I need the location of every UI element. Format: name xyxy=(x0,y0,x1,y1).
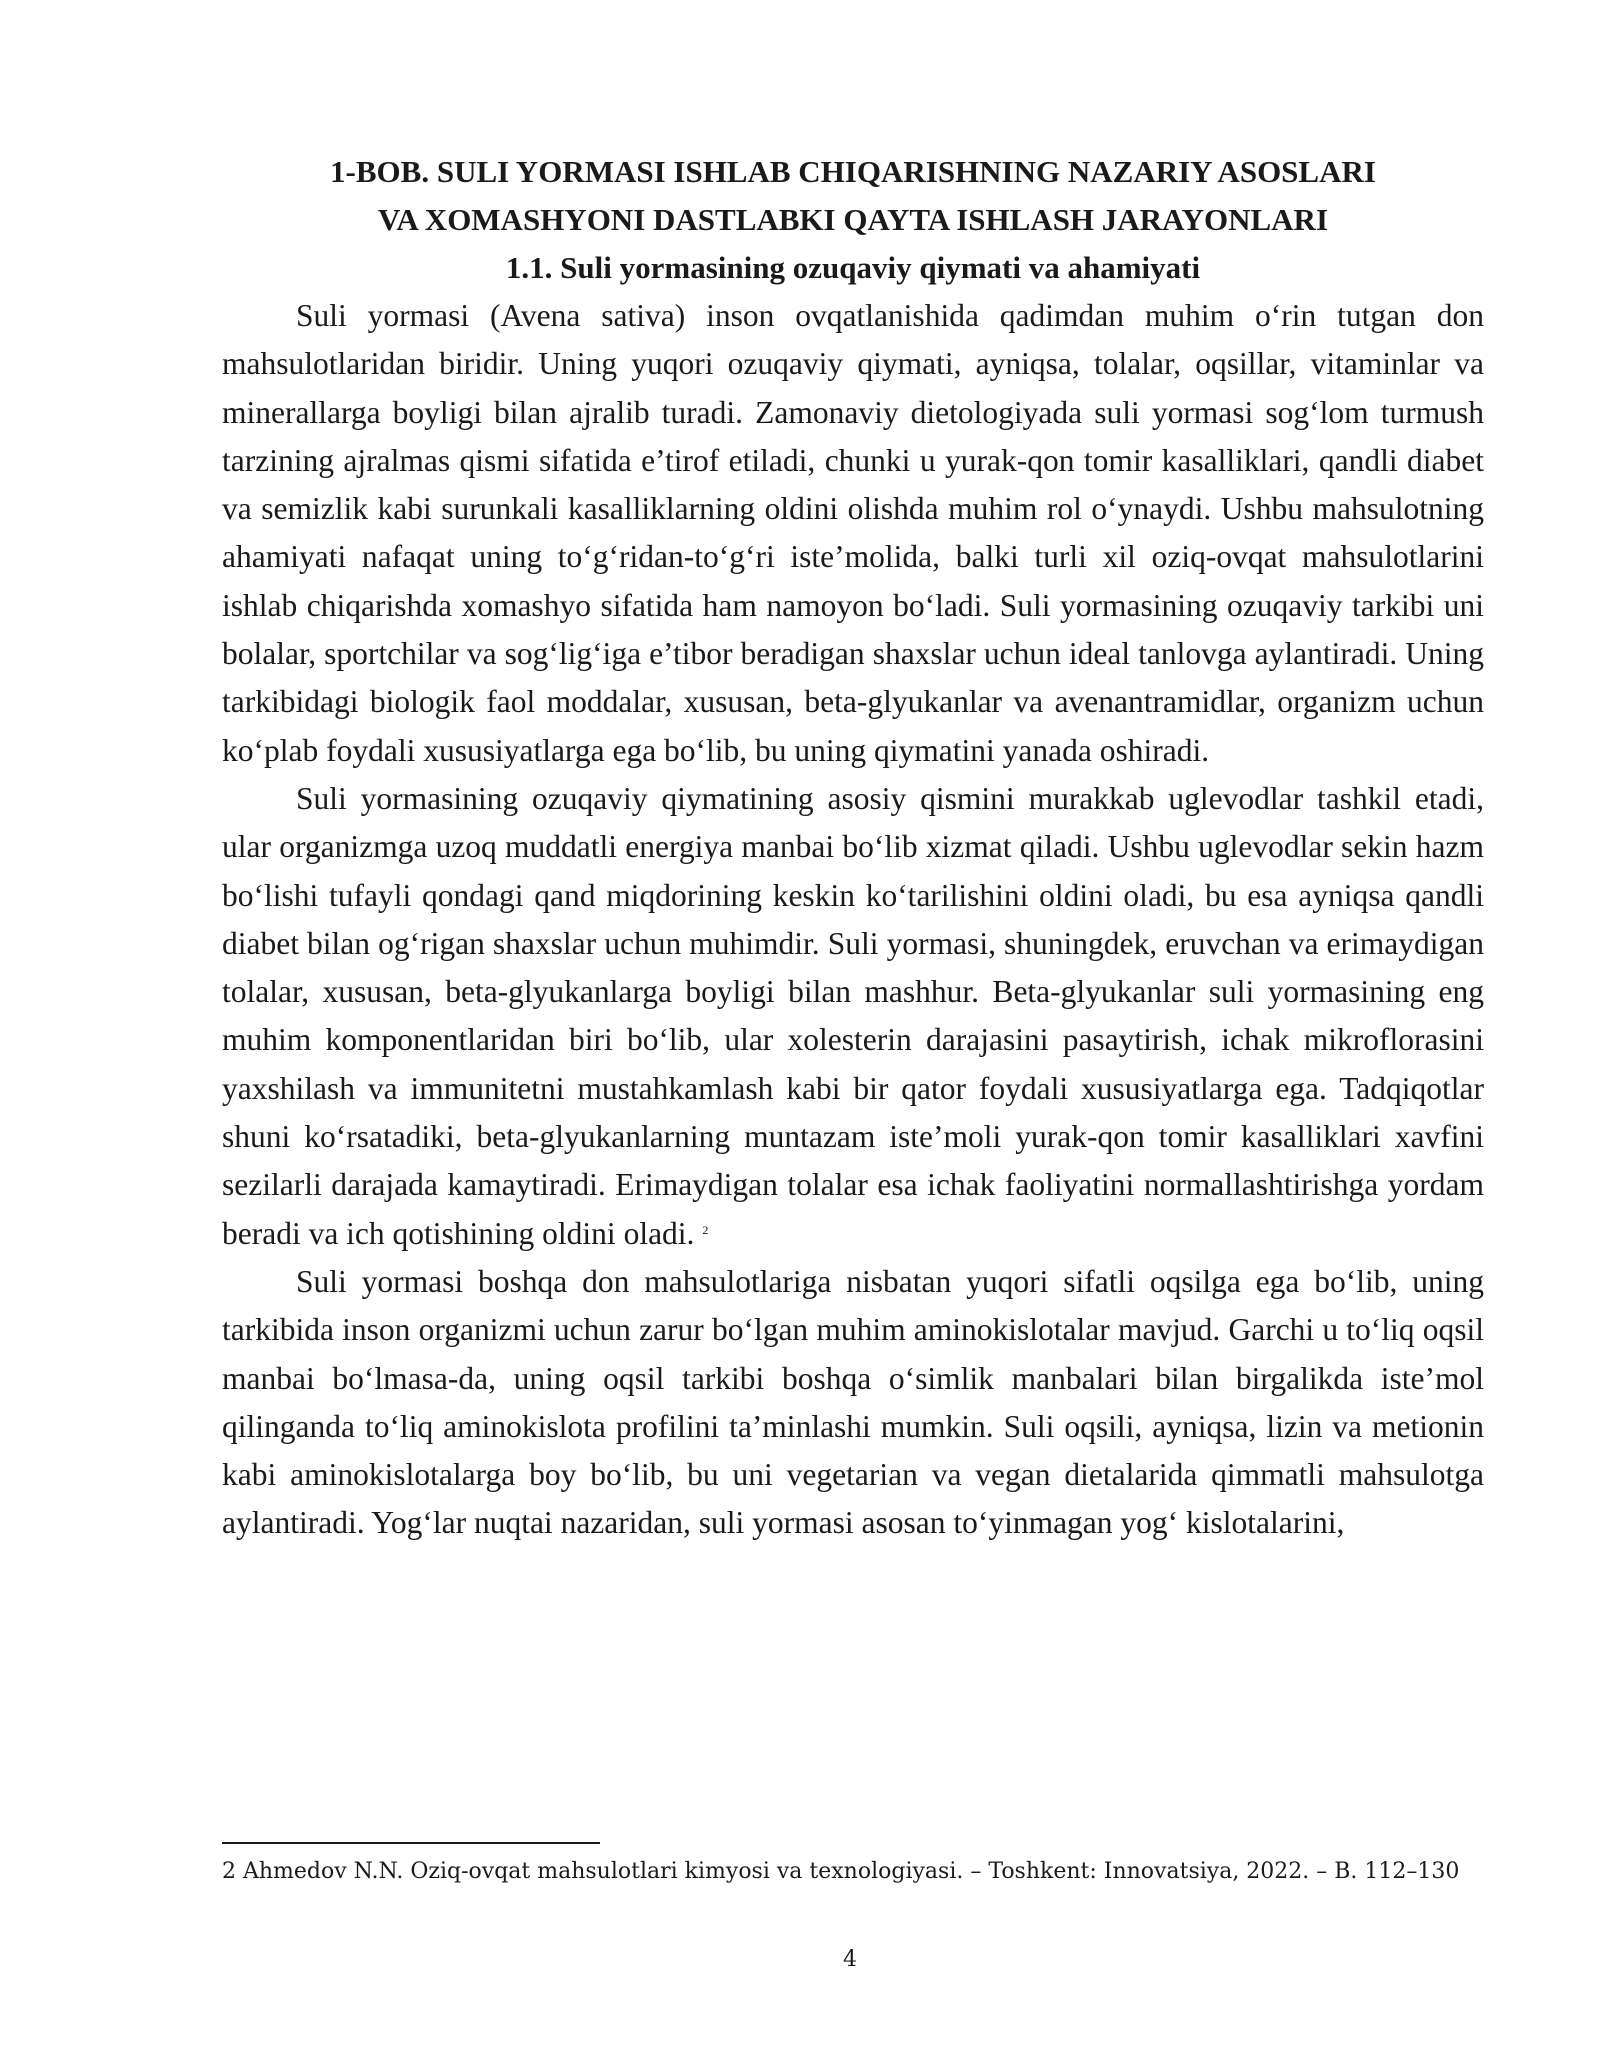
document-page xyxy=(222,148,1484,1548)
footnote-reference[interactable]: 2 xyxy=(702,1222,709,1237)
footnote-separator xyxy=(222,1842,600,1844)
chapter-title xyxy=(222,148,1484,244)
body-paragraph-1: Suli yormasi (Avena sativa) inson ovqatlanishida qadimdan muhim o‘rin tutgan don mahsulotlaridan biridir. Uning yuqori ozuqaviy qiymati, ayniqsa, tolalar, oqsillar, vitaminlar va minerallarga boyligi bilan ajralib turadi. Zamonaviy dietologiyada suli yormasi sog‘lom turmush tarzining ajralmas qismi sifatida e’tirof etiladi, chunki u yurak-qon tomir kasalliklari, qandli diabet va semizlik kabi surunkali kasalliklarning oldini olishda muhim rol o‘ynaydi. Ushbu mahsulotning ahamiyati nafaqat uning to‘g‘ridan-to‘g‘ri iste’molida, balki turli xil oziq-ovqat mahsulotlarini ishlab chiqarishda xomashyo sifatida ham namoyon bo‘ladi. Suli yormasining ozuqaviy tarkibi uni bolalar, sportchilar va sog‘lig‘iga e’tibor beradigan shaxslar uchun ideal tanlovga aylantiradi. Uning tarkibidagi biologik faol moddalar, xususan, beta-glyukanlar va avenantramidlar, organizm uchun ko‘plab foydali xususiyatlarga ega bo‘lib, bu uning qiymatini yanada oshiradi. xyxy=(222,298,1484,768)
chapter-title-line2: VA XOMASHYONI DASTLABKI QAYTA ISHLASH JARAYONLARI xyxy=(377,202,1329,237)
footnote: 2 Ahmedov N.N. Oziq-ovqat mahsulotlari kimyosi va texnologiyasi. – Toshkent: Innovatsiya, 2022. – B. 112–130 xyxy=(222,1859,1460,1884)
body-paragraph-2 xyxy=(222,775,1484,1258)
body-paragraph-2-text: Suli yormasining ozuqaviy qiymatining asosiy qismini murakkab uglevodlar tashkil etadi, ular organizmga uzoq muddatli energiya manbai bo‘lib xizmat qiladi. Ushbu uglevodlar sekin hazm bo‘lishi tufayli qondagi qand miqdorining keskin ko‘tarilishini oldini oladi, bu esa ayniqsa qandli diabet bilan og‘rigan shaxslar uchun muhimdir. Suli yormasi, shuningdek, eruvchan va erimaydigan tolalar, xususan, beta-glyukanlarga boyligi bilan mashhur. Beta-glyukanlar suli yormasining eng muhim komponentlaridan biri bo‘lib, ular xolesterin darajasini pasaytirish, ichak mikroflorasini yaxshilash va immunitetni mustahkamlash kabi bir qator foydali xususiyatlarga ega. Tadqiqotlar shuni ko‘rsatadiki, beta-glyukanlarning muntazam iste’moli yurak-qon tomir kasalliklari xavfini sezilarli darajada kamaytiradi. Erimaydigan tolalar esa ichak faoliyatini normallashtirishga yordam beradi va ich qotishining oldini oladi. xyxy=(222,780,1484,1251)
body-paragraph-3: Suli yormasi boshqa don mahsulotlariga nisbatan yuqori sifatli oqsilga ega bo‘lib, uning tarkibida inson organizmi uchun zarur bo‘lgan muhim aminokislotalar mavjud. Garchi u to‘liq oqsil manbai bo‘lmasa-da, uning oqsil tarkibi boshqa o‘simlik manbalari bilan birgalikda iste’mol qilinganda to‘liq aminokislota profilini ta’minlashi mumkin. Suli oqsili, ayniqsa, lizin va metionin kabi aminokislotalarga boy bo‘lib, bu uni vegetarian va vegan dietalarida qimmatli mahsulotga aylantiradi. Yog‘lar nuqtai nazaridan, suli yormasi asosan to‘yinmagan yog‘ kislotalarini, xyxy=(222,1263,1484,1541)
page-number: 4 xyxy=(843,1947,857,1972)
section-title: 1.1. Suli yormasining ozuqaviy qiymati va ahamiyati xyxy=(505,250,1201,285)
chapter-title-line1: 1-BOB. SULI YORMASI ISHLAB CHIQARISHNING NAZARIY ASOSLARI xyxy=(330,154,1376,189)
